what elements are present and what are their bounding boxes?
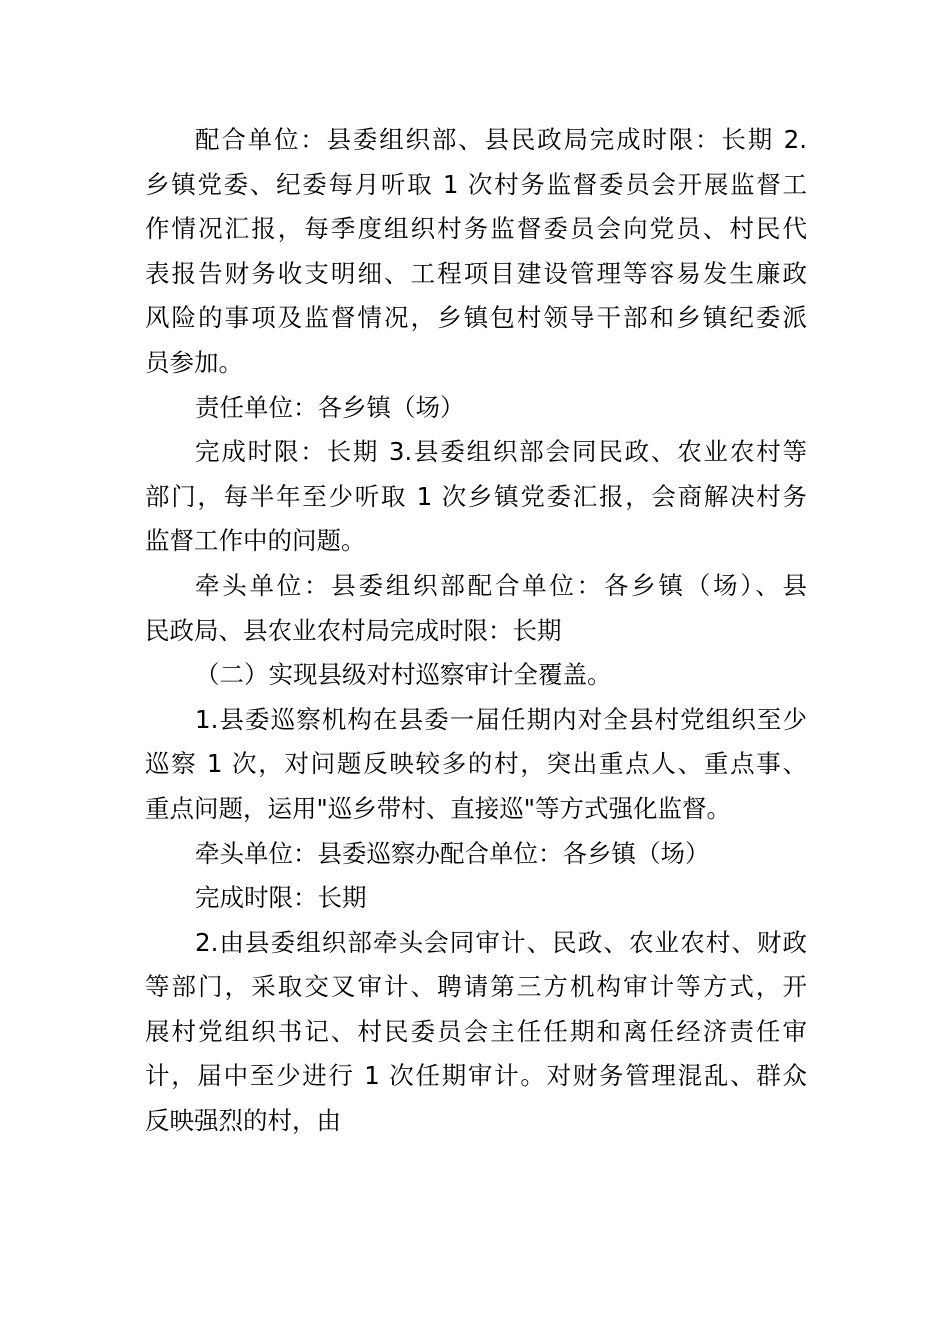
paragraph xyxy=(145,386,807,431)
text-line: 牵头单位：县委组织部配合单位：各乡镇（场）、县 xyxy=(195,570,807,600)
text-line: 民政局、县农业农村局完成时限：长期 xyxy=(145,615,562,645)
text-line: 完成时限：长期 xyxy=(195,883,367,913)
text-line: 牵头单位：县委巡察办配合单位：各乡镇（场） xyxy=(195,838,710,868)
text-line: 作情况汇报，每季度组织村务监督委员会向党员、村民代 xyxy=(145,214,807,244)
text-line: 表报告财务收支明细、工程项目建设管理等容易发生廉政 xyxy=(145,258,807,288)
text-line: 风险的事项及监督情况，乡镇包村领导干部和乡镇纪委派 xyxy=(145,303,807,333)
text-line: 1.县委巡察机构在县委一届任期内对全县村党组织至少 xyxy=(195,704,807,734)
text-line: 计，届中至少进行 1 次任期审计。对财务管理混乱、群众 xyxy=(145,1061,807,1091)
text-line: 部门，每半年至少听取 1 次乡镇党委汇报，会商解决村务 xyxy=(145,481,807,511)
text-line: 巡察 1 次，对问题反映较多的村，突出重点人、重点事、 xyxy=(145,749,807,779)
document-page xyxy=(145,118,807,1144)
text-line: 乡镇党委、纪委每月听取 1 次村务监督委员会开展监督工 xyxy=(145,169,807,199)
text-line: 展村党组织书记、村民委员会主任任期和离任经济责任审 xyxy=(145,1016,807,1046)
text-line: 员参加。 xyxy=(145,347,243,377)
paragraph xyxy=(145,921,807,1144)
text-line: 责任单位：各乡镇（场） xyxy=(195,392,465,422)
text-line: 等部门，采取交叉审计、聘请第三方机构审计等方式，开 xyxy=(145,972,807,1002)
text-line: 监督工作中的问题。 xyxy=(145,526,366,556)
paragraph xyxy=(145,698,807,832)
text-line: （二）实现县级对村巡察审计全覆盖。 xyxy=(195,660,612,690)
paragraph xyxy=(145,876,807,921)
text-line: 完成时限：长期 3.县委组织部会同民政、农业农村等 xyxy=(195,437,807,467)
paragraph xyxy=(145,118,807,386)
text-line: 重点问题，运用"巡乡带村、直接巡"等方式强化监督。 xyxy=(145,793,732,823)
text-line: 2.由县委组织部牵头会同审计、民政、农业农村、财政 xyxy=(195,927,807,957)
paragraph xyxy=(145,564,807,653)
paragraph xyxy=(145,832,807,877)
paragraph xyxy=(145,430,807,564)
text-line: 反映强烈的村，由 xyxy=(145,1106,341,1136)
paragraph xyxy=(145,653,807,698)
text-line: 配合单位：县委组织部、县民政局完成时限：长期 2. xyxy=(195,125,807,154)
